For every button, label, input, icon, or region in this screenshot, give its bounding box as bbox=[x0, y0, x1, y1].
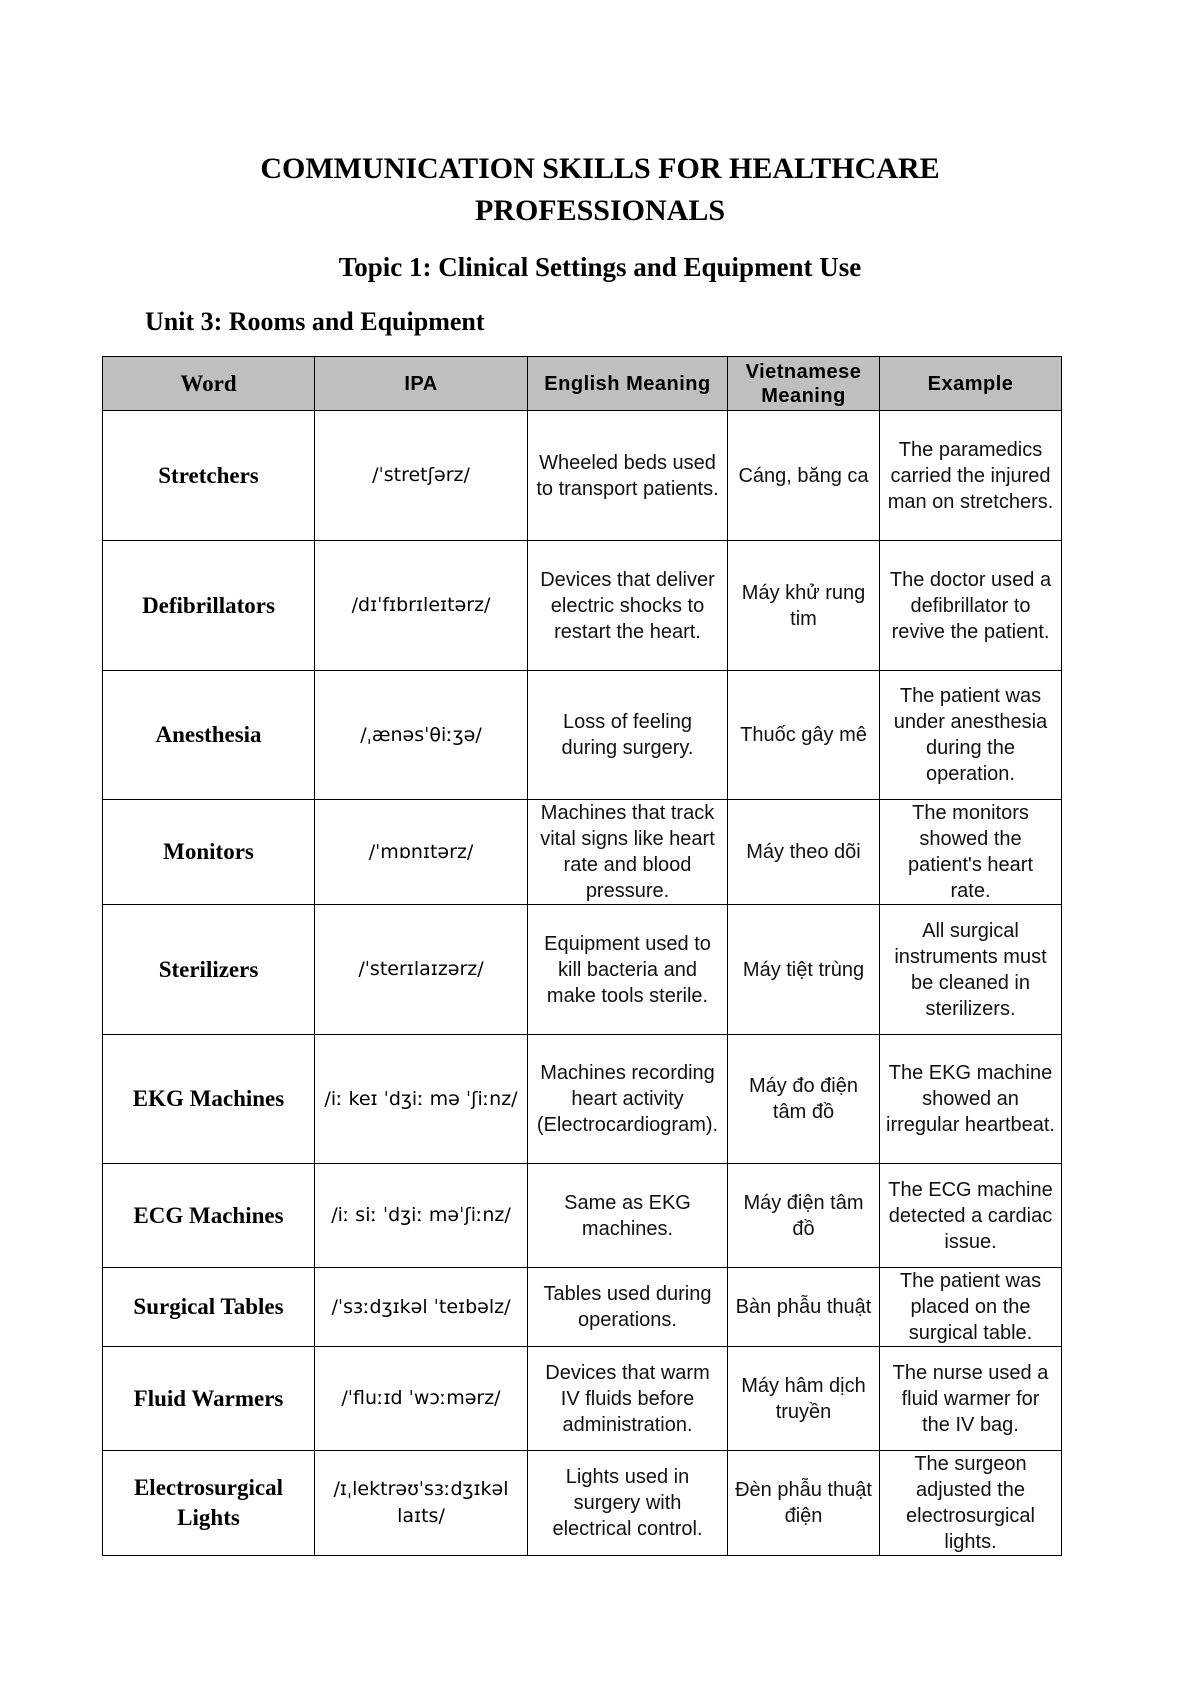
header-example: Example bbox=[880, 357, 1062, 411]
table-row bbox=[103, 1164, 1062, 1268]
cell-ipa: /ˈmɒnɪtərz/ bbox=[315, 800, 528, 905]
table-row bbox=[103, 800, 1062, 905]
table-header-row bbox=[103, 357, 1062, 411]
table-row bbox=[103, 671, 1062, 800]
cell-vietnamese-meaning: Máy khử rung tim bbox=[728, 541, 880, 671]
header-vietnamese-meaning: Vietnamese Meaning bbox=[728, 357, 880, 411]
cell-example: The ECG machine detected a cardiac issue. bbox=[880, 1164, 1062, 1268]
cell-ipa: /ɪˌlektrəʊˈsɜːdʒɪkəl laɪts/ bbox=[315, 1451, 528, 1556]
cell-word: Anesthesia bbox=[103, 671, 315, 800]
cell-example: The surgeon adjusted the electrosurgical lights. bbox=[880, 1451, 1062, 1556]
cell-example: All surgical instruments must be cleaned in sterilizers. bbox=[880, 905, 1062, 1035]
cell-word: Fluid Warmers bbox=[103, 1347, 315, 1451]
cell-vietnamese-meaning: Cáng, băng ca bbox=[728, 411, 880, 541]
cell-word: Defibrillators bbox=[103, 541, 315, 671]
cell-word: Sterilizers bbox=[103, 905, 315, 1035]
cell-vietnamese-meaning: Máy hâm dịch truyền bbox=[728, 1347, 880, 1451]
cell-word: ECG Machines bbox=[103, 1164, 315, 1268]
cell-english-meaning: Wheeled beds used to transport patients. bbox=[528, 411, 728, 541]
cell-ipa: /ˌænəsˈθiːʒə/ bbox=[315, 671, 528, 800]
cell-word: Surgical Tables bbox=[103, 1268, 315, 1347]
cell-vietnamese-meaning: Máy điện tâm đồ bbox=[728, 1164, 880, 1268]
table-row bbox=[103, 905, 1062, 1035]
cell-ipa: /ˈstretʃərz/ bbox=[315, 411, 528, 541]
cell-example: The paramedics carried the injured man on stretchers. bbox=[880, 411, 1062, 541]
cell-english-meaning: Loss of feeling during surgery. bbox=[528, 671, 728, 800]
title-line-2: PROFESSIONALS bbox=[474, 194, 726, 227]
table-row bbox=[103, 1347, 1062, 1451]
cell-example: The patient was under anesthesia during the operation. bbox=[880, 671, 1062, 800]
cell-ipa: /iː keɪ ˈdʒiː mə ˈʃiːnz/ bbox=[315, 1035, 528, 1164]
cell-ipa: /dɪˈfɪbrɪleɪtərz/ bbox=[315, 541, 528, 671]
cell-ipa: /ˈfluːɪd ˈwɔːmərz/ bbox=[315, 1347, 528, 1451]
cell-vietnamese-meaning: Thuốc gây mê bbox=[728, 671, 880, 800]
header-ipa: IPA bbox=[315, 357, 528, 411]
cell-english-meaning: Same as EKG machines. bbox=[528, 1164, 728, 1268]
cell-example: The EKG machine showed an irregular heartbeat. bbox=[880, 1035, 1062, 1164]
cell-vietnamese-meaning: Máy theo dõi bbox=[728, 800, 880, 905]
cell-example: The nurse used a fluid warmer for the IV bag. bbox=[880, 1347, 1062, 1451]
cell-english-meaning: Lights used in surgery with electrical control. bbox=[528, 1451, 728, 1556]
cell-example: The doctor used a defibrillator to revive the patient. bbox=[880, 541, 1062, 671]
cell-english-meaning: Equipment used to kill bacteria and make tools sterile. bbox=[528, 905, 728, 1035]
vocabulary-table bbox=[102, 356, 1062, 1556]
cell-english-meaning: Devices that warm IV fluids before administration. bbox=[528, 1347, 728, 1451]
cell-vietnamese-meaning: Máy tiệt trùng bbox=[728, 905, 880, 1035]
header-word: Word bbox=[103, 357, 315, 411]
cell-vietnamese-meaning: Máy đo điện tâm đồ bbox=[728, 1035, 880, 1164]
cell-ipa: /ˈsɜːdʒɪkəl ˈteɪbəlz/ bbox=[315, 1268, 528, 1347]
table-row bbox=[103, 1451, 1062, 1556]
table-row bbox=[103, 1268, 1062, 1347]
cell-word: EKG Machines bbox=[103, 1035, 315, 1164]
cell-vietnamese-meaning: Đèn phẫu thuật điện bbox=[728, 1451, 880, 1556]
table-row bbox=[103, 411, 1062, 541]
cell-english-meaning: Machines recording heart activity (Electrocardiogram). bbox=[528, 1035, 728, 1164]
table-row bbox=[103, 1035, 1062, 1164]
cell-word: Electrosurgical Lights bbox=[103, 1451, 315, 1556]
cell-english-meaning: Tables used during operations. bbox=[528, 1268, 728, 1347]
cell-example: The monitors showed the patient's heart rate. bbox=[880, 800, 1062, 905]
cell-vietnamese-meaning: Bàn phẫu thuật bbox=[728, 1268, 880, 1347]
cell-english-meaning: Devices that deliver electric shocks to restart the heart. bbox=[528, 541, 728, 671]
cell-example: The patient was placed on the surgical table. bbox=[880, 1268, 1062, 1347]
unit-heading: Unit 3: Rooms and Equipment bbox=[145, 307, 485, 336]
document-title bbox=[0, 148, 1200, 232]
table-row bbox=[103, 541, 1062, 671]
cell-word: Stretchers bbox=[103, 411, 315, 541]
cell-english-meaning: Machines that track vital signs like heart rate and blood pressure. bbox=[528, 800, 728, 905]
header-english-meaning: English Meaning bbox=[528, 357, 728, 411]
cell-word: Monitors bbox=[103, 800, 315, 905]
topic-heading: Topic 1: Clinical Settings and Equipment Use bbox=[338, 252, 862, 282]
cell-ipa: /iː siː ˈdʒiː məˈʃiːnz/ bbox=[315, 1164, 528, 1268]
cell-ipa: /ˈsterɪlaɪzərz/ bbox=[315, 905, 528, 1035]
title-line-1: COMMUNICATION SKILLS FOR HEALTHCARE bbox=[260, 152, 940, 185]
